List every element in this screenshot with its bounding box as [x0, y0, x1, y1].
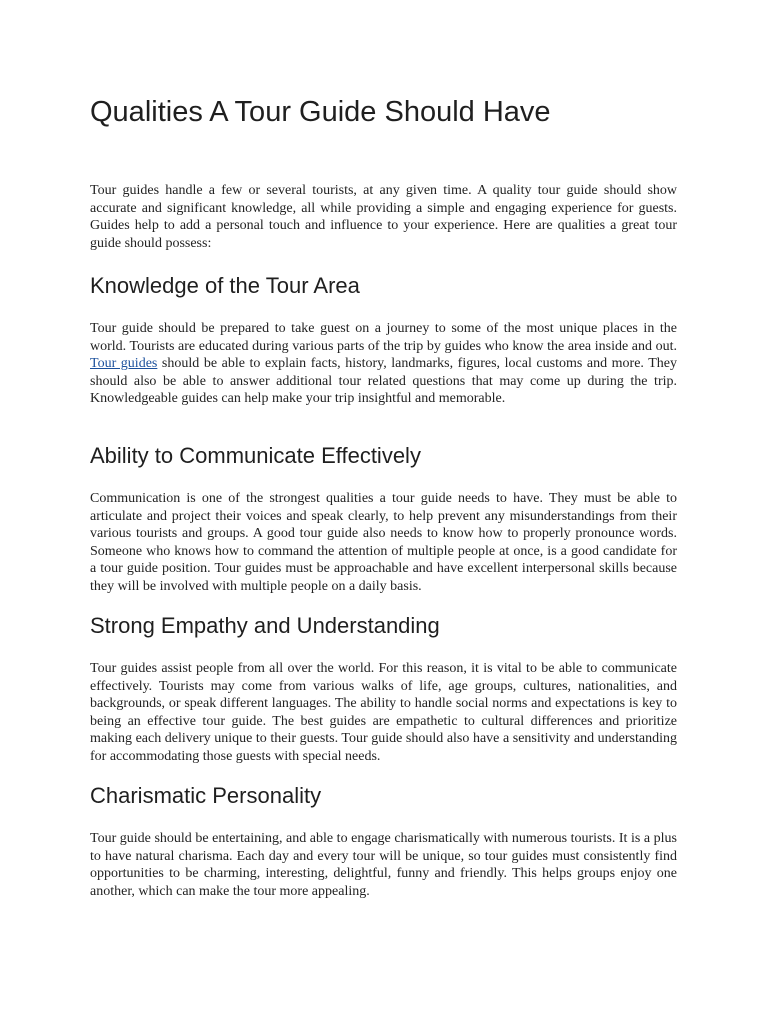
section-communication	[90, 442, 677, 596]
section-knowledge	[90, 272, 677, 408]
body-text: should be able to explain facts, history, landmarks, figures, local customs and more. They should also be able to answer additional tour related questions that may come up during the trip. Knowledgeable guides can help make your trip insightful and memorable.	[90, 356, 677, 407]
section-body	[90, 320, 677, 408]
section-heading: Ability to Communicate Effectively	[90, 443, 421, 468]
section-body: Tour guides assist people from all over the world. For this reason, it is vital to be able to communicate effectively. Tourists may come from various walks of life, age groups, cultures, nationalities, and backgrounds, or speak different languages. The ability to handle social norms and expectations is key to being an effective tour guide. The best guides are empathetic to cultural differences and prioritize making each delivery unique to their guests. Tour guide should also have a sensitivity and understanding for accommodating those guests with special needs.	[90, 661, 677, 764]
section-heading: Knowledge of the Tour Area	[90, 273, 360, 298]
body-text: Tour guide should be prepared to take guest on a journey to some of the most unique places in the world. Tourists are educated during various parts of the trip by guides who know the area inside and out.	[90, 321, 677, 354]
section-heading: Charismatic Personality	[90, 783, 322, 808]
section-body: Communication is one of the strongest qualities a tour guide needs to have. They must be able to articulate and project their voices and speak clearly, to help prevent any misunderstandings from their various tourists and groups. A good tour guide also needs to know how to properly pronounce words. Someone who knows how to command the attention of multiple people at once, is a good candidate for a tour guide position. Tour guides must be approachable and have excellent interpersonal skills because they will be involved with multiple people on a daily basis.	[90, 491, 677, 594]
intro-paragraph: Tour guides handle a few or several tourists, at any given time. A quality tour guide should show accurate and significant knowledge, all while providing a simple and engaging experience for guests. Guides help to add a personal touch and influence to your experience. Here are qualities a great tour guide should possess:	[90, 183, 677, 251]
section-body: Tour guide should be entertaining, and able to engage charismatically with numerous tourists. It is a plus to have natural charisma. Each day and every tour will be unique, so tour guides must consistently find opportunities to be charming, interesting, delightful, funny and friendly. This helps groups enjoy one another, which can make the tour more appealing.	[90, 831, 677, 899]
section-empathy	[90, 612, 677, 766]
section-heading: Strong Empathy and Understanding	[90, 613, 440, 638]
page-title: Qualities A Tour Guide Should Have	[90, 96, 551, 128]
tour-guides-link[interactable]: Tour guides	[90, 356, 158, 372]
section-charisma	[90, 782, 677, 900]
